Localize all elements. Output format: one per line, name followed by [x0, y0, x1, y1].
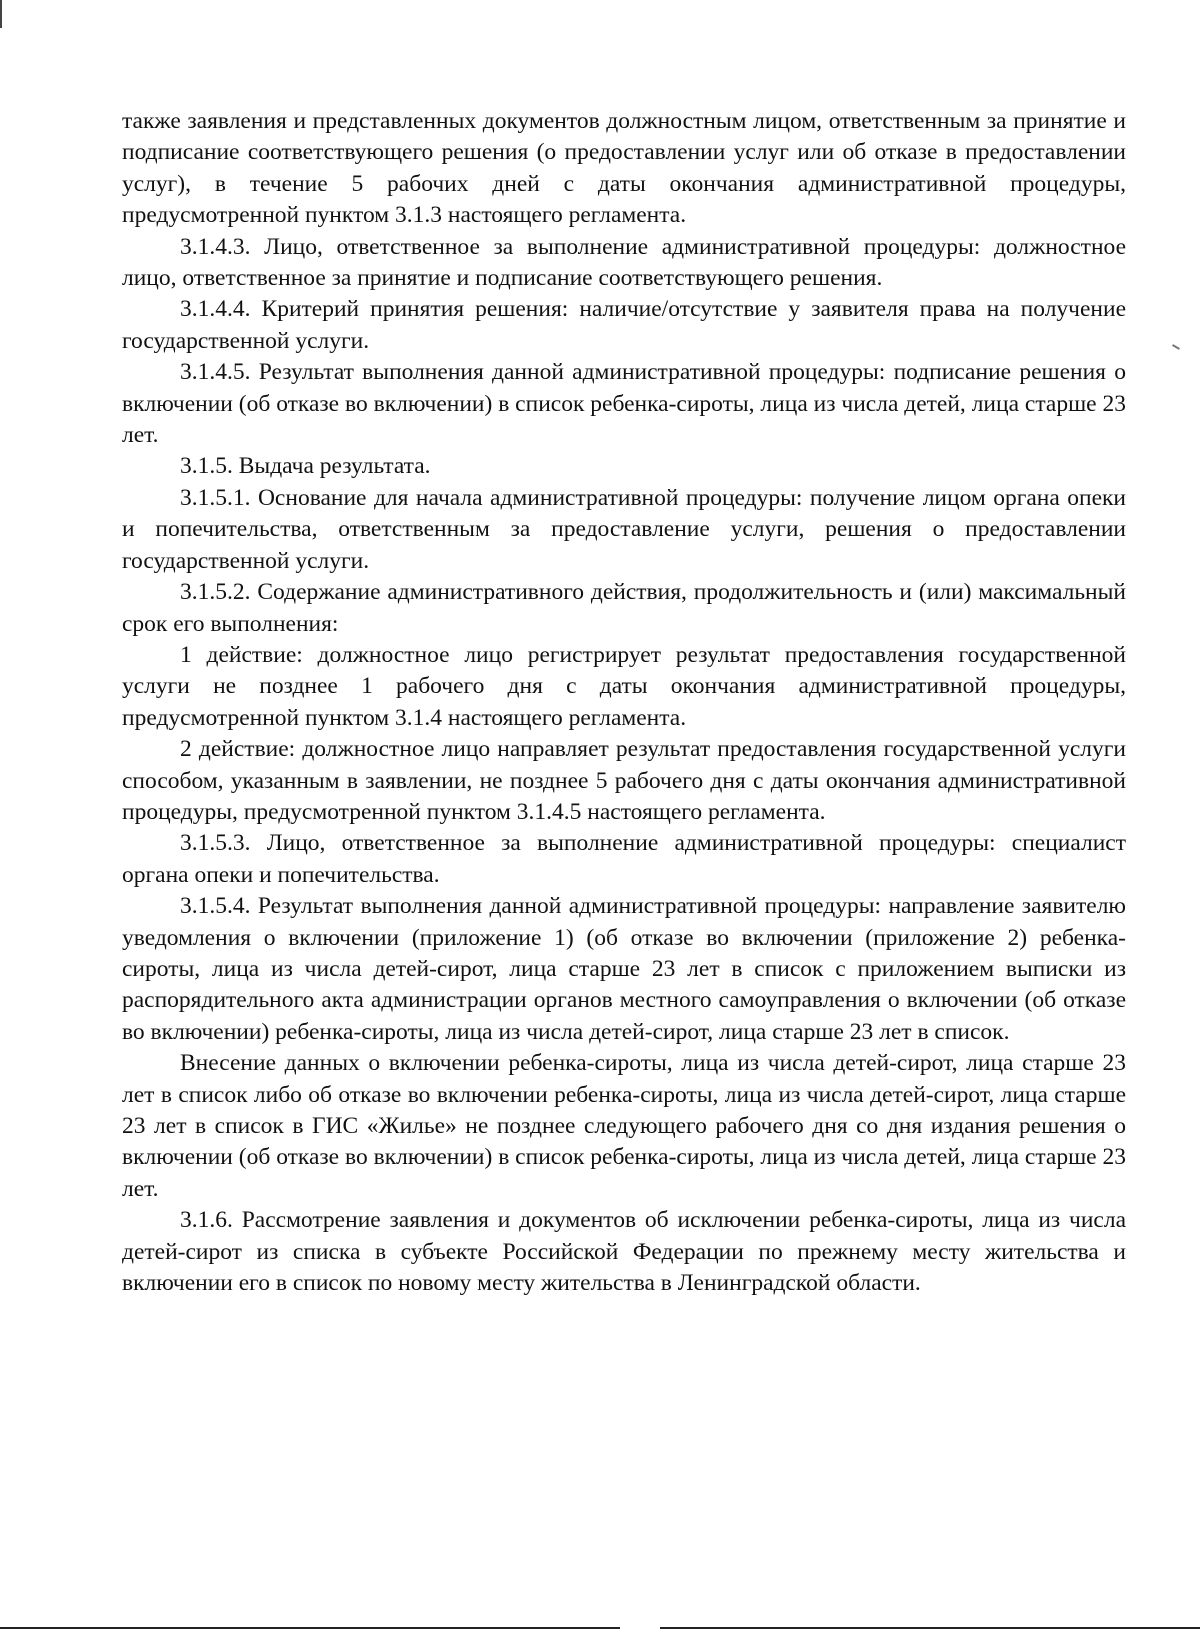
- scan-speck: [1172, 344, 1180, 350]
- scan-bottom-rule-gap: [620, 1625, 660, 1631]
- paragraph-3-1-4-3: 3.1.4.3. Лицо, ответственное за выполнение административной процедуры: должностное лицо, ответственное за принятие и подписание соответствующего решения.: [122, 233, 1126, 292]
- scan-bottom-rule: [0, 1627, 1200, 1629]
- paragraph-3-1-6: 3.1.6. Рассмотрение заявления и документов об исключении ребенка-сироты, лица из числа детей-сирот из списка в субъекте Российской Федерации по прежнему месту жительства и включении его в список по новому месту жительства в Ленинградской области.: [122, 1207, 1126, 1297]
- paragraph-3-1-4-5: 3.1.4.5. Результат выполнения данной административной процедуры: подписание решения о включении (об отказе во включении) в список ребенка-сироты, лица из числа детей, лица старше 23 лет.: [122, 359, 1126, 449]
- paragraph-action-2: 2 действие: должностное лицо направляет результат предоставления государственной услуги способом, указанным в заявлении, не позднее 5 рабочего дня с даты окончания административной процедуры, предусмотренной пунктом 3.1.4.5 настоящего регламента.: [122, 736, 1126, 825]
- paragraph-3-1-5: 3.1.5. Выдача результата.: [180, 453, 431, 480]
- paragraph-3-1-4-4: 3.1.4.4. Критерий принятия решения: наличие/отсутствие у заявителя права на получение государственной услуги.: [122, 296, 1126, 354]
- paragraph-3-1-5-3: 3.1.5.3. Лицо, ответственное за выполнение административной процедуры: специалист органа опеки и попечительства.: [122, 830, 1126, 888]
- paragraph-3-1-5-4: 3.1.5.4. Результат выполнения данной административной процедуры: направление заявителю уведомления о включении (приложение 1) (об отказе во включении (приложение 2) ребенка-сироты, лица из числа детей-сирот, лица старше 23 лет в список с приложением выписки из распорядительного акта администрации органов местного самоуправления о включении (об отказе во включении) ребенка-сироты, лица из числа детей-сирот, лица старше 23 лет в список.: [122, 893, 1126, 1045]
- scan-edge-mark: [0, 0, 2, 28]
- document-body: [122, 106, 1126, 1299]
- paragraph-gis-entry: Внесение данных о включении ребенка-сироты, лица из числа детей-сирот, лица старше 23 лет в список либо об отказе во включении ребенка-сироты, лица из числа детей-сирот, лица старше 23 лет в список в ГИС «Жилье» не позднее следующего рабочего дня со дня издания решения о включении (об отказе во включении) в список ребенка-сироты, лица из числа детей, лица старше 23 лет.: [122, 1050, 1126, 1202]
- paragraph-action-1: 1 действие: должностное лицо регистрирует результат предоставления государственной услуги не позднее 1 рабочего дня с даты окончания административной процедуры, предусмотренной пунктом 3.1.4 настоящего регламента.: [122, 641, 1126, 731]
- paragraph-3-1-5-1: 3.1.5.1. Основание для начала административной процедуры: получение лицом органа опеки и попечительства, ответственным за предоставление услуги, решения о предоставлении государственной услуги.: [122, 484, 1126, 574]
- paragraph-continuation: также заявления и представленных документов должностным лицом, ответственным за принятие и подписание соответствующего решения (о предоставлении услуг или об отказе в предоставлении услуг), в течение 5 рабочих дней с даты окончания административной процедуры, предусмотренной пунктом 3.1.3 настоящего регламента.: [122, 108, 1126, 229]
- paragraph-3-1-5-2: 3.1.5.2. Содержание административного действия, продолжительность и (или) максимальный срок его выполнения:: [122, 579, 1126, 637]
